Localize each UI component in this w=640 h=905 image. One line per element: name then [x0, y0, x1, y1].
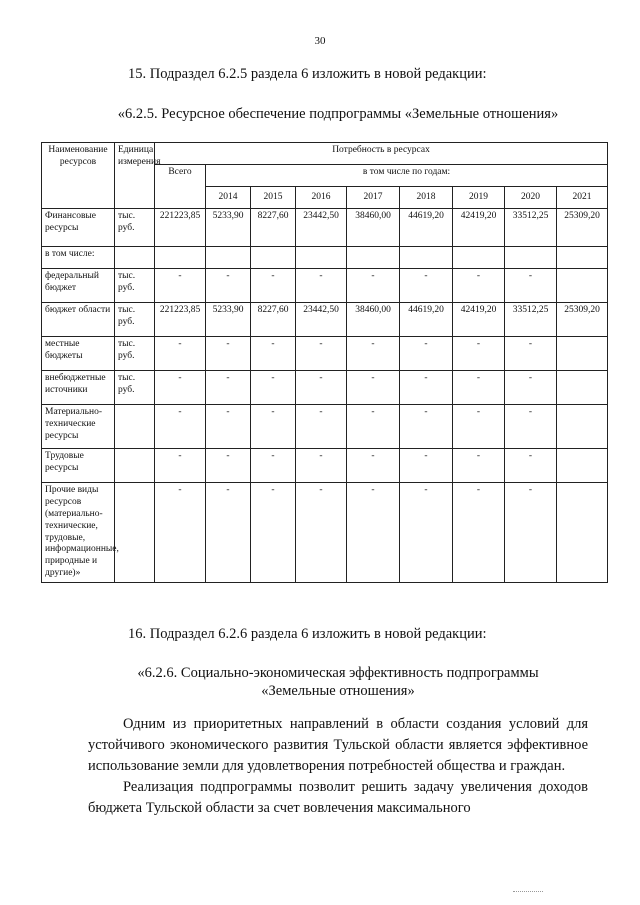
row-value-2015: [251, 247, 296, 269]
row-resource-name: Материально-технические ресурсы: [42, 405, 115, 449]
row-value-2019: -: [453, 337, 505, 371]
year-2016: 2016: [296, 187, 347, 209]
row-total: -: [155, 483, 206, 583]
row-unit: тыс. руб.: [115, 269, 155, 303]
row-value-2018: -: [400, 405, 453, 449]
row-value-2018: [400, 247, 453, 269]
scan-mark: [513, 891, 543, 894]
row-value-2014: [206, 247, 251, 269]
section-15-heading: 15. Подраздел 6.2.5 раздела 6 изложить в новой редакции:: [128, 66, 487, 82]
year-2017: 2017: [347, 187, 400, 209]
row-value-2021: [557, 269, 608, 303]
table-row: [42, 371, 608, 405]
section-16-title-line-2: «Земельные отношения»: [261, 683, 415, 699]
row-resource-name: внебюджетные источники: [42, 371, 115, 405]
row-value-2015: -: [251, 269, 296, 303]
row-value-2017: -: [347, 405, 400, 449]
row-unit: тыс. руб.: [115, 371, 155, 405]
section-16-body: [88, 714, 588, 819]
row-value-2021: [557, 405, 608, 449]
row-value-2015: 8227,60: [251, 209, 296, 247]
row-value-2018: 44619,20: [400, 209, 453, 247]
row-value-2014: -: [206, 371, 251, 405]
row-total: -: [155, 405, 206, 449]
row-value-2015: -: [251, 483, 296, 583]
row-value-2016: -: [296, 449, 347, 483]
row-value-2017: -: [347, 449, 400, 483]
row-value-2020: -: [505, 483, 557, 583]
table-row: [42, 405, 608, 449]
row-unit: [115, 483, 155, 583]
row-value-2017: 38460,00: [347, 303, 400, 337]
table-row: [42, 209, 608, 247]
table-row: [42, 449, 608, 483]
row-value-2019: [453, 247, 505, 269]
year-2021: 2021: [557, 187, 608, 209]
row-value-2015: 8227,60: [251, 303, 296, 337]
row-value-2020: [505, 247, 557, 269]
row-value-2014: -: [206, 269, 251, 303]
row-value-2021: 25309,20: [557, 303, 608, 337]
row-total: -: [155, 269, 206, 303]
row-unit: [115, 247, 155, 269]
resources-table: [41, 142, 608, 583]
row-value-2020: 33512,25: [505, 209, 557, 247]
row-value-2021: [557, 247, 608, 269]
table-row: [42, 303, 608, 337]
row-value-2017: -: [347, 483, 400, 583]
row-resource-name: местные бюджеты: [42, 337, 115, 371]
row-value-2021: 25309,20: [557, 209, 608, 247]
year-2015: 2015: [251, 187, 296, 209]
row-resource-name: федеральный бюджет: [42, 269, 115, 303]
header-by-years: в том числе по годам:: [206, 165, 608, 187]
row-value-2016: -: [296, 337, 347, 371]
row-unit: [115, 405, 155, 449]
row-value-2020: 33512,25: [505, 303, 557, 337]
row-value-2021: [557, 337, 608, 371]
table-row: [42, 483, 608, 583]
section-16-heading: 16. Подраздел 6.2.6 раздела 6 изложить в новой редакции:: [128, 626, 487, 642]
section-16-title-line-1: «6.2.6. Социально-экономическая эффективность подпрограммы: [137, 665, 539, 681]
header-resource-name: Наименование ресурсов: [42, 143, 115, 209]
section-15-title: «6.2.5. Ресурсное обеспечение подпрограммы «Земельные отношения»: [117, 106, 559, 122]
row-value-2016: -: [296, 269, 347, 303]
row-value-2017: -: [347, 371, 400, 405]
row-total: -: [155, 449, 206, 483]
row-total: -: [155, 337, 206, 371]
table-row: [42, 337, 608, 371]
row-resource-name: Финансовые ресурсы: [42, 209, 115, 247]
row-value-2021: [557, 483, 608, 583]
row-value-2018: -: [400, 483, 453, 583]
row-value-2016: 23442,50: [296, 209, 347, 247]
row-value-2019: -: [453, 449, 505, 483]
row-resource-name: бюджет области: [42, 303, 115, 337]
row-value-2018: 44619,20: [400, 303, 453, 337]
year-2019: 2019: [453, 187, 505, 209]
page-number: 30: [314, 35, 326, 47]
row-value-2018: -: [400, 371, 453, 405]
table-row: [42, 269, 608, 303]
row-value-2018: -: [400, 337, 453, 371]
row-value-2017: 38460,00: [347, 209, 400, 247]
row-value-2019: 42419,20: [453, 303, 505, 337]
row-value-2018: -: [400, 269, 453, 303]
year-2014: 2014: [206, 187, 251, 209]
row-value-2016: -: [296, 405, 347, 449]
row-value-2020: -: [505, 405, 557, 449]
row-value-2020: -: [505, 449, 557, 483]
paragraph-1: Одним из приоритетных направлений в области создания условий для устойчивого экономического развития Тульской области является эффективное использование земли для удовлетворения потребностей общества и граждан.: [88, 716, 588, 774]
year-2018: 2018: [400, 187, 453, 209]
header-total: Всего: [155, 165, 206, 209]
row-value-2014: -: [206, 483, 251, 583]
row-value-2019: 42419,20: [453, 209, 505, 247]
row-value-2017: -: [347, 269, 400, 303]
row-total: 221223,85: [155, 209, 206, 247]
row-value-2019: -: [453, 371, 505, 405]
header-unit: Единица измерения: [115, 143, 155, 209]
row-value-2019: -: [453, 405, 505, 449]
row-total: [155, 247, 206, 269]
header-resource-need: Потребность в ресурсах: [155, 143, 608, 165]
row-unit: тыс. руб.: [115, 303, 155, 337]
year-2020: 2020: [505, 187, 557, 209]
row-value-2014: -: [206, 405, 251, 449]
row-unit: тыс. руб.: [115, 209, 155, 247]
row-value-2014: 5233,90: [206, 209, 251, 247]
row-value-2014: 5233,90: [206, 303, 251, 337]
row-value-2016: 23442,50: [296, 303, 347, 337]
row-resource-name: Прочие виды ресурсов (материально-технические, трудовые, информационные, природные и другие)»: [42, 483, 115, 583]
row-value-2016: -: [296, 483, 347, 583]
row-value-2014: -: [206, 449, 251, 483]
row-unit: [115, 449, 155, 483]
row-value-2015: -: [251, 371, 296, 405]
row-unit: тыс. руб.: [115, 337, 155, 371]
row-value-2015: -: [251, 449, 296, 483]
row-value-2020: -: [505, 269, 557, 303]
row-value-2016: -: [296, 371, 347, 405]
row-total: 221223,85: [155, 303, 206, 337]
row-value-2020: -: [505, 371, 557, 405]
table-row: [42, 247, 608, 269]
row-value-2020: -: [505, 337, 557, 371]
row-value-2021: [557, 371, 608, 405]
row-value-2021: [557, 449, 608, 483]
row-value-2017: -: [347, 337, 400, 371]
row-value-2014: -: [206, 337, 251, 371]
row-value-2018: -: [400, 449, 453, 483]
row-value-2019: -: [453, 269, 505, 303]
row-resource-name: в том числе:: [42, 247, 115, 269]
row-value-2019: -: [453, 483, 505, 583]
row-value-2016: [296, 247, 347, 269]
row-total: -: [155, 371, 206, 405]
row-value-2015: -: [251, 337, 296, 371]
row-resource-name: Трудовые ресурсы: [42, 449, 115, 483]
paragraph-2: Реализация подпрограммы позволит решить задачу увеличения доходов бюджета Тульской области за счет вовлечения максимального: [88, 779, 588, 816]
row-value-2017: [347, 247, 400, 269]
row-value-2015: -: [251, 405, 296, 449]
